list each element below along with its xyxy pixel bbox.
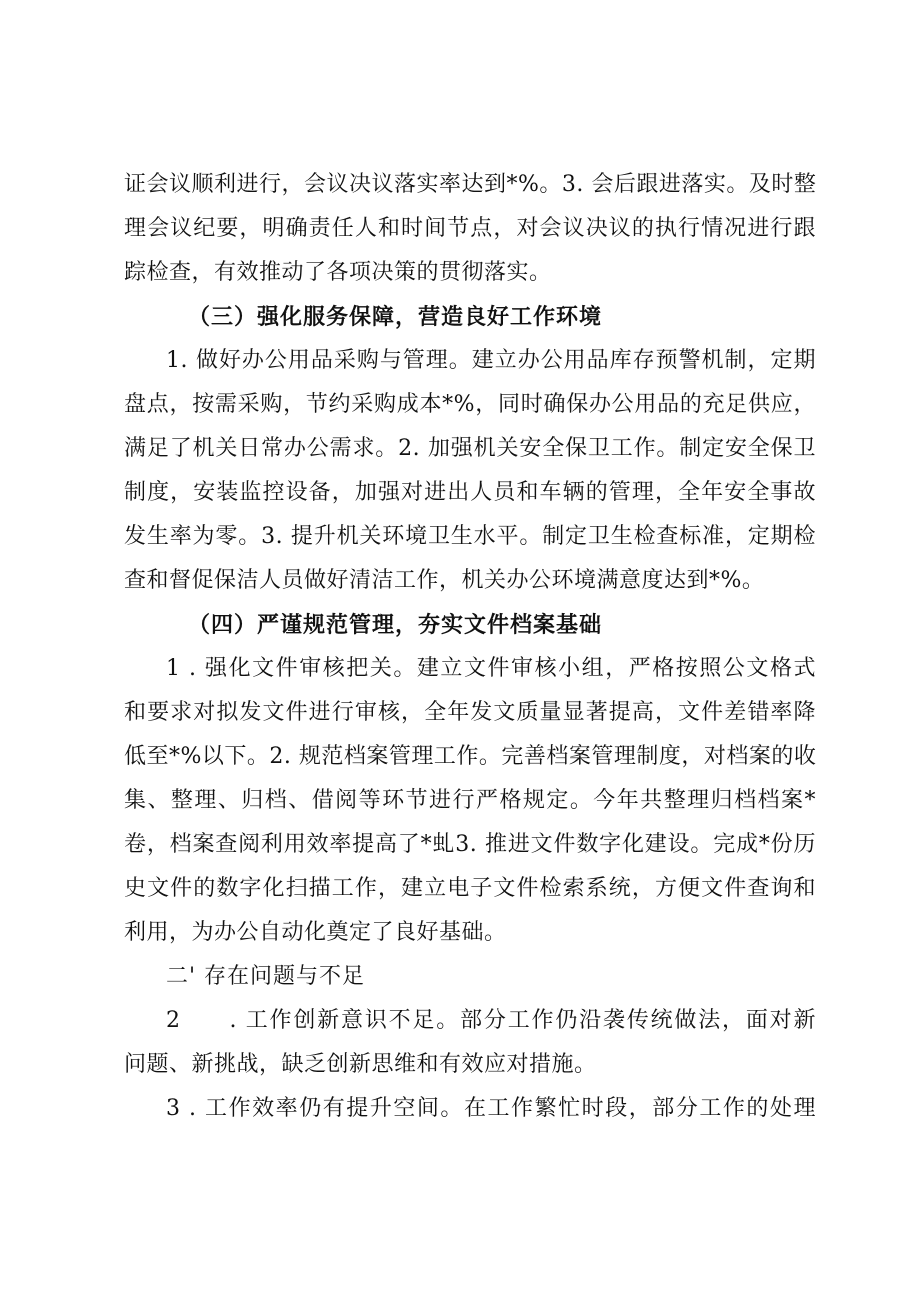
section-heading-4: （四）严谨规范管理，夯实文件档案基础 bbox=[188, 612, 603, 638]
body-text-line: 问题、新挑战，缺乏创新思维和有效应对措施。 bbox=[124, 1052, 597, 1077]
body-text-line: 利用，为办公自动化奠定了良好基础。 bbox=[124, 920, 507, 945]
body-text-line: 和要求对拟发文件进行审核，全年发文质量显著提高，文件差错率降 bbox=[124, 700, 816, 725]
body-text-line: 查和督促保洁人员做好清洁工作，机关办公环境满意度达到*%。 bbox=[124, 568, 765, 593]
section-heading-3: （三）强化服务保障，营造良好工作环境 bbox=[188, 304, 603, 330]
body-text-line: 盘点，按需采购，节约采购成本*%，同时确保办公用品的充足供应， bbox=[124, 392, 816, 417]
body-text-line: 证会议顺利进行，会议决议落实率达到*%。3. 会后跟进落实。及时整 bbox=[124, 172, 817, 197]
body-text-line: 满足了机关日常办公需求。2. 加强机关安全保卫工作。制定安全保卫 bbox=[124, 436, 816, 461]
body-text-line: 踪检查，有效推动了各项决策的贯彻落实。 bbox=[124, 260, 552, 285]
body-text-line: 低至*%以下。2. 规范档案管理工作。完善档案管理制度，对档案的收 bbox=[124, 744, 817, 769]
body-text-line: 理会议纪要，明确责任人和时间节点，对会议决议的执行情况进行跟 bbox=[124, 216, 816, 241]
section-heading-2: 二' 存在问题与不足 bbox=[166, 964, 366, 989]
body-text-line: 2 . 工作创新意识不足。部分工作仍沿袭传统做法，面对新 bbox=[166, 1008, 816, 1033]
body-text-line: 制度，安装监控设备，加强对进出人员和车辆的管理，全年安全事故 bbox=[124, 480, 816, 505]
body-text-line: 史文件的数字化扫描工作，建立电子文件检索系统，方便文件查询和 bbox=[124, 876, 816, 901]
body-text-line: 卷，档案查阅利用效率提高了*虬3. 推进文件数字化建设。完成*份历 bbox=[124, 832, 816, 857]
body-text-line: 3 . 工作效率仍有提升空间。在工作繁忙时段，部分工作的处理 bbox=[166, 1096, 816, 1121]
body-text-line: 1 . 强化文件审核把关。建立文件审核小组，严格按照公文格式 bbox=[166, 656, 816, 681]
body-text-line: 集、整理、归档、借阅等环节进行严格规定。今年共整理归档档案* bbox=[124, 788, 816, 813]
body-text-line: 发生率为零。3. 提升机关环境卫生水平。制定卫生检查标准，定期检 bbox=[124, 524, 816, 549]
body-text-line: 1. 做好办公用品采购与管理。建立办公用品库存预警机制，定期 bbox=[166, 348, 816, 373]
